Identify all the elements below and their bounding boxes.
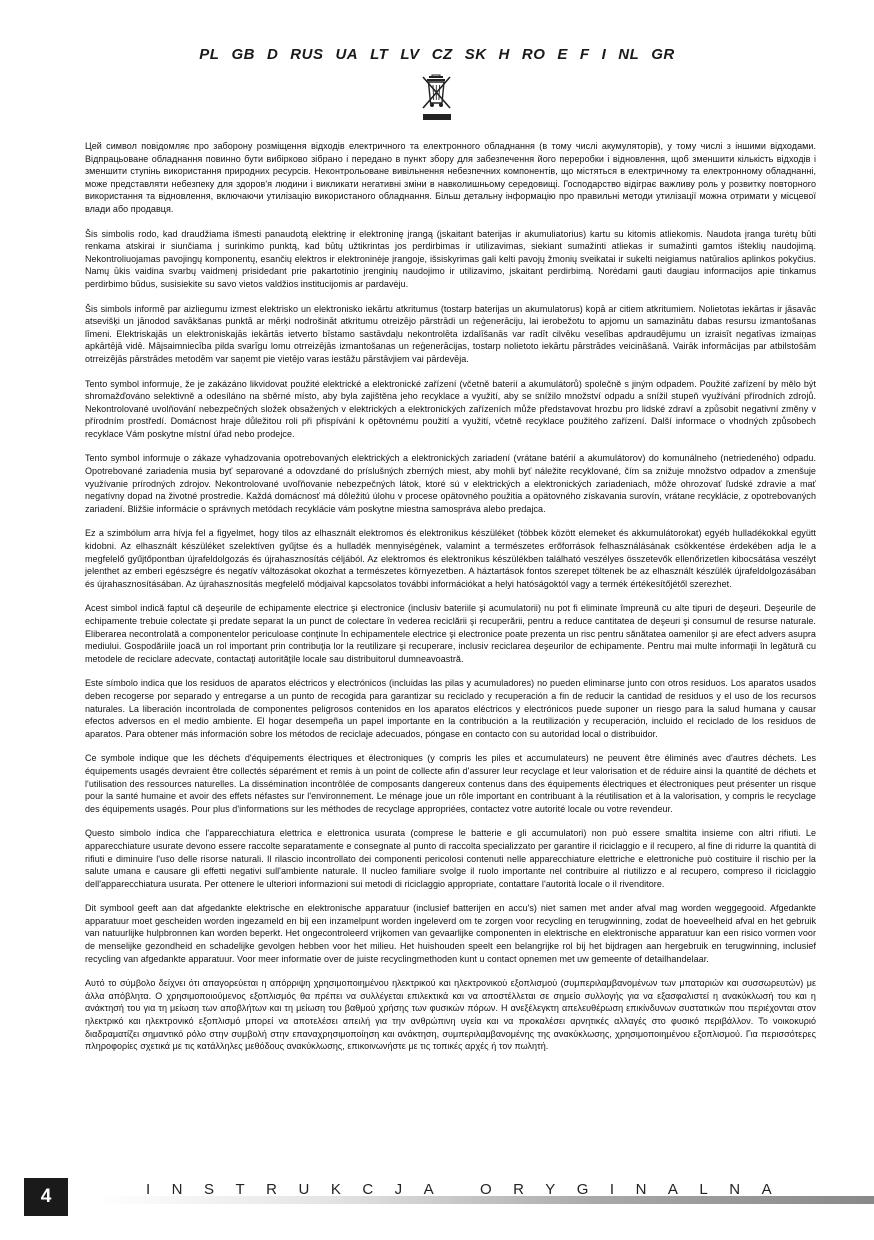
paragraph-ua: Цей символ повідомляє про заборону розміщення відходів електричного та електронного обладнання (в тому числі акумуляторів), у тому числі з іншими відходами. Відпрацьоване обладнання повинно бути вибірково зібрано і передано в пункт збору для забезпечення його переробки і відновлення, щоб зменшити кількість відходів і зменшити ступінь використання природних ресурсів. Неконтрольоване вивільнення небезпечних компонентів, що містяться в електричному та електронному обладнанні, може представляти небезпеку для здоров'я людини і викликати негативні зміни в навколишньому середовищі. Господарство відіграє важливу роль у розвитку повторного використання та відновлення, включаючи утилізацію використаного обладнання. Більш детальну інформацію про правильні методи утилізації можна отримати у місцевої влади або продавця. <box>85 141 816 214</box>
language-code-lv: LV <box>400 46 420 63</box>
language-code-gb: GB <box>231 46 255 63</box>
language-code-cz: CZ <box>431 46 453 63</box>
paragraph-nl: Dit symbool geeft aan dat afgedankte elektrische en elektronische apparatuur (inclusief batterijen en accu's) niet samen met ander afval mag worden weggegooid. Afgedankte apparatuur moet gescheiden worden ingezameld en bij een inzamelpunt worden ingeleverd om te zorgen voor recycling en terugwinning, zodat de hoeveelheid afval en het gebruik van natuurlijke hulpbronnen kan worden beperkt. Het ongecontroleerd vrijkomen van gevaarlijke componenten in elektrische en elektronische apparatuur kan een risico vormen voor de menselijke gezondheid en schadelijke gevolgen hebben voor het milieu. Het huishouden speelt een belangrijke rol bij het bijdragen aan hergebruik en terugwinning, inclusief recycling van afgedankte apparatuur. Voor meer informatie over de juiste recyclingmethoden kunt u contact opnemen met uw gemeente of detailhandelaar. <box>85 903 816 964</box>
language-code-d: D <box>266 46 279 63</box>
paragraph-e: Este símbolo indica que los residuos de aparatos eléctricos y electrónicos (incluidas las pilas y acumuladores) no pueden eliminarse junto con otros residuos. Los aparatos usados deben recogerse por separado y entregarse a un punto de recogida para garantizar su reciclado y recuperación a fin de reducir la cantidad de residuos y el uso de los recursos naturales. La liberación incontrolada de componentes peligrosos contenidos en los aparatos eléctricos y electrónicos puede suponer un riesgo para la salud humana y causar efectos adversos en el medio ambiente. El hogar desempeña un papel importante en la contribución a la reutilización y recuperación, incluido el reciclado de los residuos de aparatos. Para obtener más información sobre los métodos de reciclaje adecuados, póngase en contacto con su autoridad local o distribuidor. <box>85 678 816 739</box>
paragraph-i: Questo simbolo indica che l'apparecchiatura elettrica e elettronica usurata (comprese le batterie e gli accumulatori) non può essere smaltita insieme con altri rifiuti. Le apparecchiature usurate devono essere raccolte separatamente e consegnate al punto di raccolta specializzato per garantire il riciclaggio e il recupero, al fine di ridurre la quantità di rifiuti e diminuire l'uso delle risorse naturali. Il rilascio incontrollato dei componenti pericolosi contenuti nelle apparecchiature elettriche e elettroniche può costituire il rischio per la salute umana e causare gli effetti negativi sull'ambiente naturale. Il nucleo familiare svolge il ruolo importante nel contribuire al riutilizzo e al recupero, compreso il riciclaggio dell'apparecchiatura usurata. Per ottenere le ulteriori informazioni sui metodi di riciclaggio appropriate, contattare l'autorità locale o il rivenditore. <box>85 828 816 889</box>
language-code-lt: LT <box>370 46 389 63</box>
language-code-rus: RUS <box>290 46 324 63</box>
paragraph-gr: Αυτό το σύμβολο δείχνει ότι απαγορεύεται η απόρριψη χρησιμοποιημένου ηλεκτρικού και ηλεκτρονικού εξοπλισμού (συμπεριλαμβανομένων των μπαταριών και συσσωρευτών) με άλλα απόβλητα. Ο χρησιμοποιούμενος εξοπλισμός θα πρέπει να συλλέγεται επιλεκτικά και να αποστέλλεται σε σημείο συλλογής για να εξασφαλιστεί η ανακύκλωσή του και η ανάκτησή του για τη μείωση των αποβλήτων και τη μείωση του βαθμού χρήσης των φυσικών πόρων. Η ανεξέλεγκτη απελευθέρωση επικίνδυνων συστατικών που περιέχονται στον ηλεκτρικό και ηλεκτρονικό εξοπλισμό μπορεί να αποτελέσει απειλή για την ανθρώπινη υγεία και να προκαλέσει αρνητικές αλλαγές στο φυσικό περιβάλλον. Το νοικοκυριό διαδραματίζει σημαντικό ρόλο στην συμβολή στην επαναχρησιμοποίηση και ανάκτηση, συμπεριλαμβανομένης της ανακύκλωσης, χρησιμοποιημένου εξοπλισμού. Για περισσότερες πληροφορίες σχετικά με τις κατάλληλες μεθόδους ανακύκλωσης, επικοινωνήστε με τις τοπικές αρχές ή τον πωλητή. <box>85 978 816 1052</box>
language-code-e: E <box>557 46 568 63</box>
language-code-h: H <box>498 46 510 63</box>
language-code-ro: RO <box>521 46 546 63</box>
language-code-i: I <box>601 46 607 63</box>
page-number: 4 <box>24 1178 68 1216</box>
paragraph-cz: Tento symbol informuje, že je zakázáno likvidovat použité elektrické a elektronické zařízení (včetně baterií a akumulátorů) společně s jiným odpadem. Použité zařízení by mělo být shromažďováno selektivně a odesíláno na sběrné místo, aby byla zajištěna jeho recyklace a využití, aby se snížilo množství odpadu a snížil stupeň využívání přírodních zdrojů. Nekontrolované uvolňování nebezpečných složek obsažených v elektrických a elektronických zařízeních může představovat hrozbu pro lidské zdraví a způsobit negativní změny v přírodním prostředí. Domácnost hraje důležitou roli při přispívání k opětovnému použití a využití, včetně recyklace použitého zařízení. Další informace o vhodných způsobech recyklace Vám poskytne místní úřad nebo prodejce. <box>85 378 816 439</box>
paragraph-f: Ce symbole indique que les déchets d'équipements électriques et électroniques (y compris les piles et accumulateurs) ne peuvent être éliminés avec d'autres déchets. Les équipements usagés devraient être collectés séparément et remis à un point de collecte afin d'assurer leur recyclage et leur valorisation et de réduire ainsi la quantité de déchets et l'utilisation des ressources naturelles. La dissémination incontrôlée de composants dangereux contenus dans des équipements électriques et électroniques peut présenter un risque pour la santé humaine et avoir des effets néfastes sur l'environnement. Le ménage joue un rôle important en contribuant à la réutilisation et à la valorisation, y compris le recyclage des équipements usagés. Pour plus d'informations sur les méthodes de recyclage appropriées, contactez votre autorité locale ou votre revendeur. <box>85 753 816 814</box>
language-code-gr: GR <box>651 46 675 63</box>
paragraph-ro: Acest simbol indică faptul că deşeurile de echipamente electrice şi electronice (inclusiv bateriile şi acumulatorii) nu pot fi eliminate împreună cu alte tipuri de deşeuri. Deşeurile de echipamente trebuie colectate şi predate separat la un punct de colectare în vederea reciclării şi recuperării, pentru a reduce cantitatea de deşeuri şi consumul de resurse naturale. Eliberarea necontrolată a componentelor periculoase conţinute în echipamentele electrice şi electronice poate prezenta un risc pentru sănătatea oamenilor şi are efect advers asupra mediului. Gospodăriile joacă un rol important prin contribuţia lor la reutilizare şi recuperare, inclusiv reciclarea deşeurilor de echipamente. Pentru mai multe informaţii în legătură cu metodele de reciclare adecvate, contactaţi autorităţile locale sau distribuitorul dumneavoastră. <box>85 603 816 664</box>
language-code-f: F <box>579 46 590 63</box>
language-code-sk: SK <box>464 46 487 63</box>
language-codes-header <box>0 46 874 63</box>
language-code-pl: PL <box>199 46 220 63</box>
paragraph-sk: Tento symbol informuje o zákaze vyhadzovania opotrebovaných elektrických a elektronických zariadení (vrátane batérií a akumulátorov) do komunálneho (netriedeného) odpadu. Opotrebované zariadenia musia byť separované a odovzdané do príslušných zberných miest, aby mohli byť náležite recyklované, čím sa znižuje množstvo odpadov a zmenšuje využívanie prírodných zdrojov. Nekontrolované uvoľňovanie nebezpečných látok, ktoré sú v elektrických a elektronických zariadeniach, môže ohrozovať ľudské zdravie a mať negatívny dopad na životné prostredie. Každá domácnosť má dôležitú úlohu v procese opätovného použitia a opätovného získavania surovín, vrátane recyklácie, z opotrebovaných zariadení. Bližšie informácie o správnych metódach recyklácie vám poskytne miestna samospráva alebo predajca. <box>85 453 816 514</box>
footer-title: INSTRUKCJA ORYGINALNA <box>146 1181 794 1198</box>
language-code-ua: UA <box>335 46 359 63</box>
weee-disposal-notice <box>85 140 816 1065</box>
paragraph-lv: Šis simbols informē par aizliegumu izmest elektrisko un elektronisko iekārtu atkritumus (tostarp baterijas un akumulatorus) kopā ar citiem atkritumiem. Nolietotas iekārtas ir jāsavāc atsevišķi un jānodod savākšanas punktā ar mērķi nodrošināt atkritumu otreizējo pārstrādi un reģenerāciju, lai ierobežotu to apjomu un samazinātu dabas resursu izmantošanas līmeni. Elektriskajās un elektroniskajās iekārtās ietverto bīstamo sastāvdaļu nekontrolēta izdalīšanās var radīt cilvēku veselības apdraudējumu un izraisīt negatīvas izmaiņas apkārtējā vidē. Mājsaimniecība pilda svarīgu lomu otrreizējās izmantošanas un reģenerācijas, tostarp nolietoto iekārtu pārstrādes veicināšanā. Vairāk informācijas par atbilstošām otrreizējās pārstrādes metodēm var saņemt pie vietējo varas iestāžu pārstāvjiem vai pārdevēja. <box>85 303 816 364</box>
language-code-nl: NL <box>618 46 640 63</box>
paragraph-h: Ez a szimbólum arra hívja fel a figyelmet, hogy tilos az elhasznált elektromos és elektronikus készüléket (többek között elemeket és akkumulátorokat) egyéb hulladékokkal együtt kidobni. Az elhasznált készüléket szelektíven gyűjtse és a hulladék mennyiségének, valamint a természetes erőforrások felhasználásának csökkentése érdekében adja le a megfelelő gyűjtőpontban újrafeldolgozás és újrahasznosítás céljából. Az elektromos és elektronikus készülékben található veszélyes összetevők ellenőrizetlen kibocsátása veszélyt jelenthet az emberi egészségre és negatív változásokat okozhat a természetes környezetben. A háztartások fontos szerepet töltenek be az elhasznált készülék újrafeldolgozásában és újrahasznosításában. Az újrahasznosítás megfelelő módjaival kapcsolatos további információkat a helyi hatóságoktól vagy a termék értékesítőjétől szerezhet. <box>85 528 816 589</box>
crossed-out-wheelie-bin-icon <box>420 74 454 122</box>
paragraph-lt: Šis simbolis rodo, kad draudžiama išmesti panaudotą elektrinę ir elektroninę įrangą (įskaitant baterijas ir akumuliatorius) kartu su kitomis atliekomis. Naudota įranga turėtų būti renkama atskirai ir siunčiama į surinkimo punktą, kad būtų užtikrintas jos perdirbimas ir utilizavimas, siekiant sumažinti atliekas ir sumažinti gamtos išteklių naudojimą. Nekontroliuojamas pavojingų komponentų, esančių elektros ir elektroninėje įrangoje, išsiskyrimas gali kelti pavojų žmonių sveikatai ir sukelti neigiamus natūralios aplinkos pokyčius. Namų ūkis vaidina svarbų vaidmenį prisidedant prie pakartotinio įrenginių naudojimo ir utilizavimo, įskaitant perdirbimą. Norėdami gauti daugiau informacijos apie tinkamus perdirbimo būdus, susisiekite su savo vietos valdžios institucijomis ar pardavėju. <box>85 228 816 289</box>
